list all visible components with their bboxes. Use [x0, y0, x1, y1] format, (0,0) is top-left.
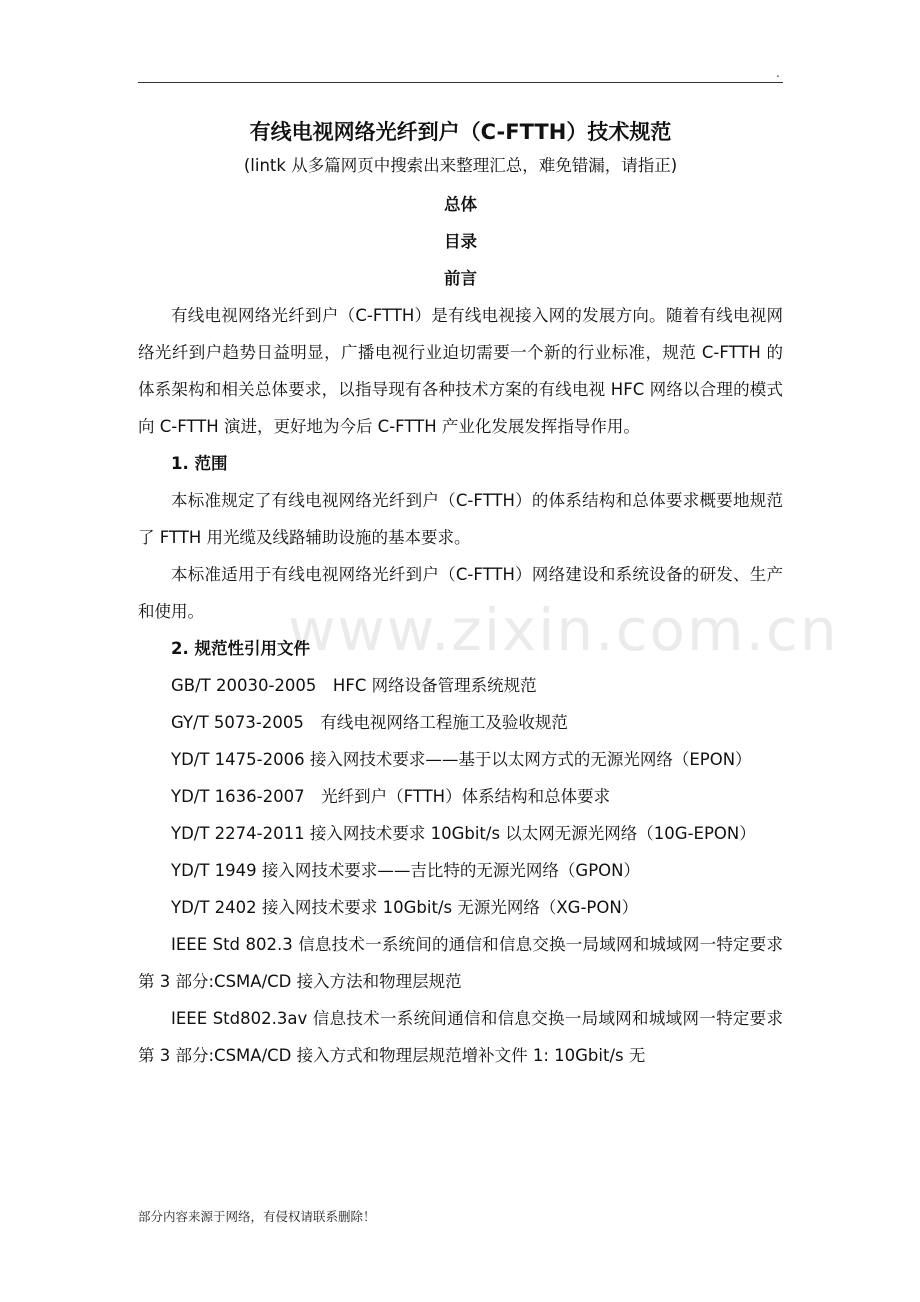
document-body	[138, 112, 783, 1074]
watermark: www.zixin.com.cn	[288, 596, 839, 664]
document-title: 有线电视网络光纤到户（C-FTTH）技术规范	[249, 120, 672, 144]
heading-preface: 前言	[444, 269, 477, 288]
footer-disclaimer: 部分内容来源于网络，有侵权请联系删除！	[138, 1209, 376, 1224]
reference-item: YD/T 1475-2006 接入网技术要求——基于以太网方式的无源光网络（EPON）	[171, 750, 752, 769]
header-rule	[138, 82, 783, 83]
reference-item: YD/T 2274-2011 接入网技术要求 10Gbit/s 以太网无源光网络（10G-EPON）	[171, 824, 756, 843]
preface-paragraph: 有线电视网络光纤到户（C-FTTH）是有线电视接入网的发展方向。随着有线电视网络光纤到户趋势日益明显，广播电视行业迫切需要一个新的行业标准，规范 C-FTTH 的体系架构和相关总体要求，以指导现有各种技术方案的有线电视 HFC 网络以合理的模式向 C-FTTH 演进，更好地为今后 C-FTTH 产业化发展发挥指导作用。	[138, 306, 783, 436]
section-1-title: 1. 范围	[171, 454, 228, 473]
header-dot: .	[776, 66, 780, 80]
document-subtitle: (lintk 从多篇网页中搜索出来整理汇总，难免错漏，请指正)	[243, 156, 678, 175]
reference-item: GB/T 20030-2005 HFC 网络设备管理系统规范	[171, 676, 537, 695]
reference-item: GY/T 5073-2005 有线电视网络工程施工及验收规范	[171, 713, 568, 732]
section-1-paragraph-1: 本标准规定了有线电视网络光纤到户（C-FTTH）的体系结构和总体要求概要地规范了 FTTH 用光缆及线路辅助设施的基本要求。	[138, 491, 783, 547]
reference-item: YD/T 1949 接入网技术要求——吉比特的无源光网络（GPON）	[171, 861, 640, 880]
section-2-title: 2. 规范性引用文件	[171, 639, 310, 658]
reference-item: IEEE Std 802.3 信息技术一系统间的通信和信息交换一局域网和城域网一特定要求第 3 部分:CSMA/CD 接入方法和物理层规范	[138, 935, 783, 991]
section-1-paragraph-2: 本标准适用于有线电视网络光纤到户（C-FTTH）网络建设和系统设备的研发、生产和使用。	[138, 565, 783, 621]
reference-item: YD/T 1636-2007 光纤到户（FTTH）体系结构和总体要求	[171, 787, 611, 806]
reference-item: YD/T 2402 接入网技术要求 10Gbit/s 无源光网络（XG-PON）	[171, 898, 639, 917]
reference-item: IEEE Std802.3av 信息技术一系统间通信和信息交换一局域网和城域网一特定要求第 3 部分:CSMA/CD 接入方式和物理层规范增补文件 1: 10Gbit/s 无	[138, 1009, 783, 1065]
heading-contents: 目录	[444, 232, 477, 251]
heading-overall: 总体	[444, 195, 477, 214]
